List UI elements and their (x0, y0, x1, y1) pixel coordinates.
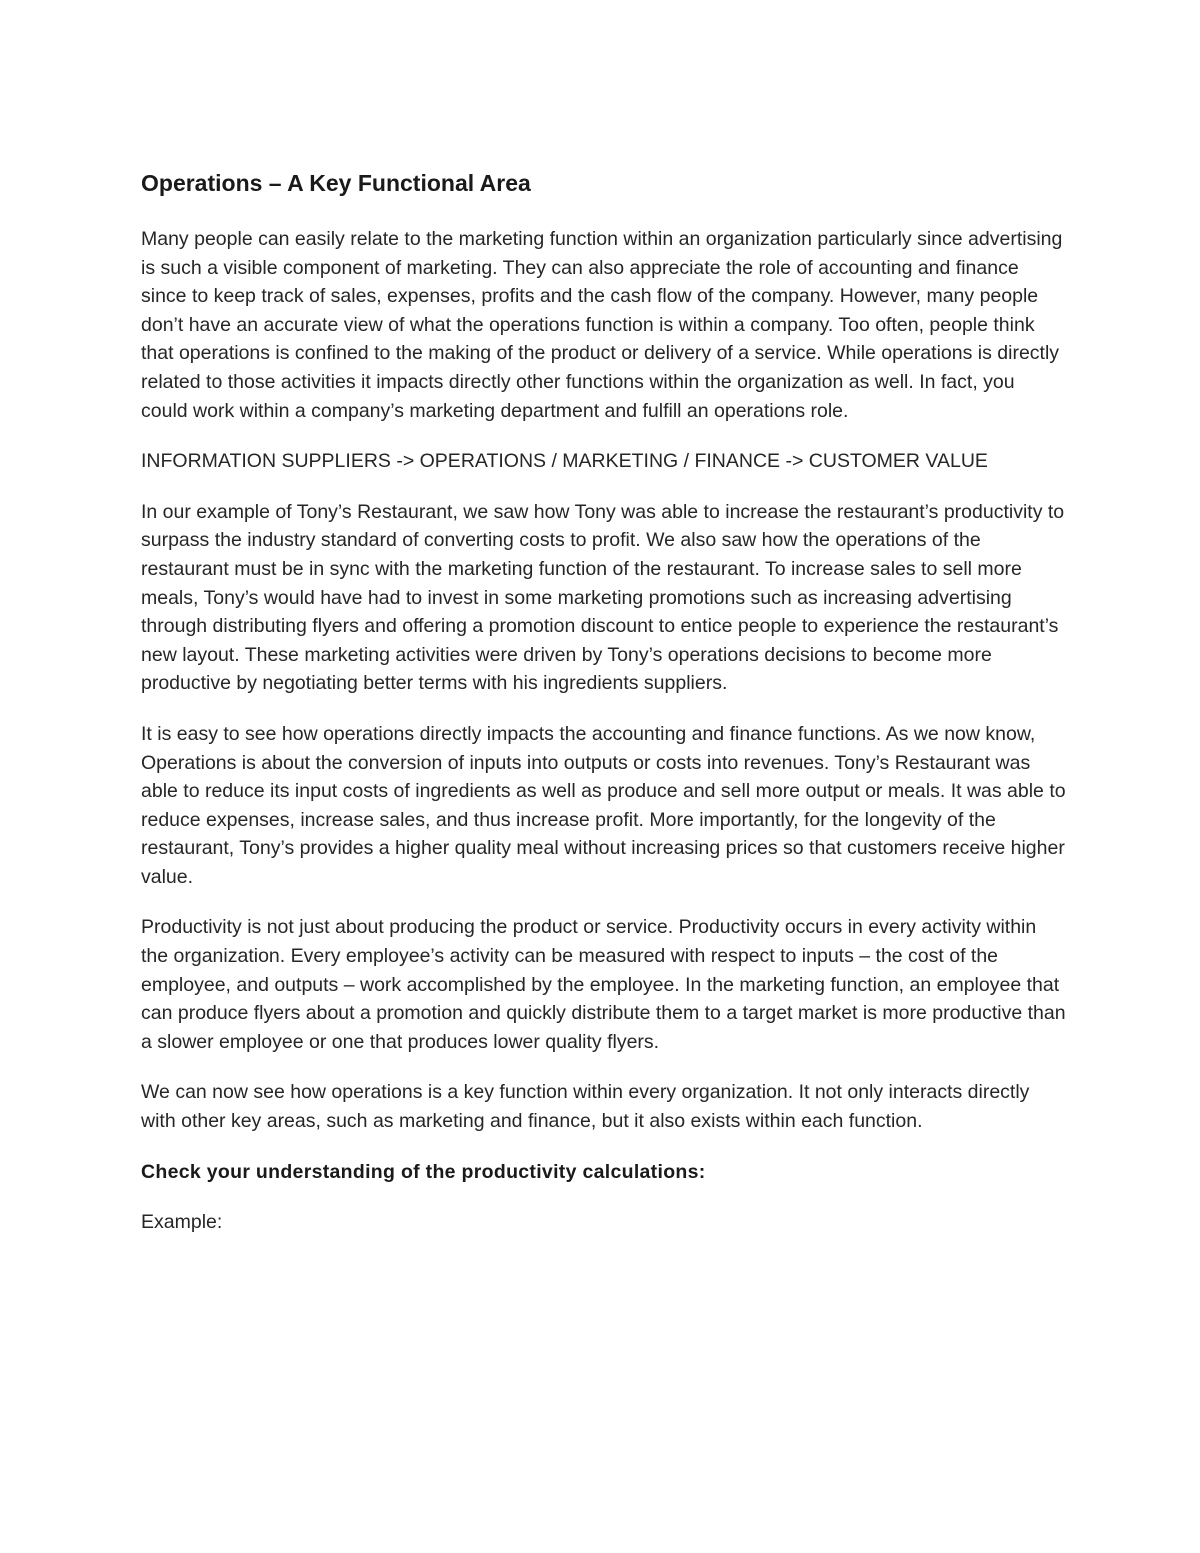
check-understanding-heading: Check your understanding of the productivity calculations: (141, 1160, 706, 1183)
paragraph-key-function: We can now see how operations is a key function within every organization. It not only interacts directly with other key areas, such as marketing and finance, but it also exists within each function. (141, 1081, 1030, 1133)
paragraph-tonys-restaurant: In our example of Tony’s Restaurant, we saw how Tony was able to increase the restaurant’s productivity to surpass the industry standard of converting costs to profit. We also saw how the operations of the restaurant must be in sync with the marketing function of the restaurant. To increase sales to sell more meals, Tony’s would have had to invest in some marketing promotions such as increasing advertising through distributing flyers and offering a promotion discount to entice people to experience the restaurant’s new layout. These marketing activities were driven by Tony’s operations decisions to become more productive by negotiating better terms with his ingredients suppliers. (141, 500, 1065, 695)
paragraph-flow: INFORMATION SUPPLIERS -> OPERATIONS / MARKETING / FINANCE -> CUSTOMER VALUE (141, 450, 988, 473)
example-label: Example: (141, 1211, 223, 1234)
paragraph-productivity: Productivity is not just about producing the product or service. Productivity occurs in every activity within the organization. Every employee’s activity can be measured with respect to inputs – the cost of the employee, and outputs – work accomplished by the employee. In the marketing function, an employee that can produce flyers about a promotion and quickly distribute them to a target market is more productive than a slower employee or one that produces lower quality flyers. (141, 916, 1066, 1053)
document-title: Operations – A Key Functional Area (141, 170, 531, 196)
document-page (141, 168, 1066, 1259)
paragraph-intro: Many people can easily relate to the marketing function within an organization particularly since advertising is such a visible component of marketing. They can also appreciate the role of accounting and finance since to keep track of sales, expenses, profits and the cash flow of the company. However, many people don’t have an accurate view of what the operations function is within a company. Too often, people think that operations is confined to the making of the product or delivery of a service. While operations is directly related to those activities it impacts directly other functions within the organization as well. In fact, you could work within a company’s marketing department and fulfill an operations role. (141, 228, 1063, 422)
paragraph-accounting-finance: It is easy to see how operations directly impacts the accounting and finance functions. As we now know, Operations is about the conversion of inputs into outputs or costs into revenues. Tony’s Restaurant was able to reduce its input costs of ingredients as well as produce and sell more output or meals. It was able to reduce expenses, increase sales, and thus increase profit. More importantly, for the longevity of the restaurant, Tony’s provides a higher quality meal without increasing prices so that customers receive higher value. (141, 722, 1066, 888)
